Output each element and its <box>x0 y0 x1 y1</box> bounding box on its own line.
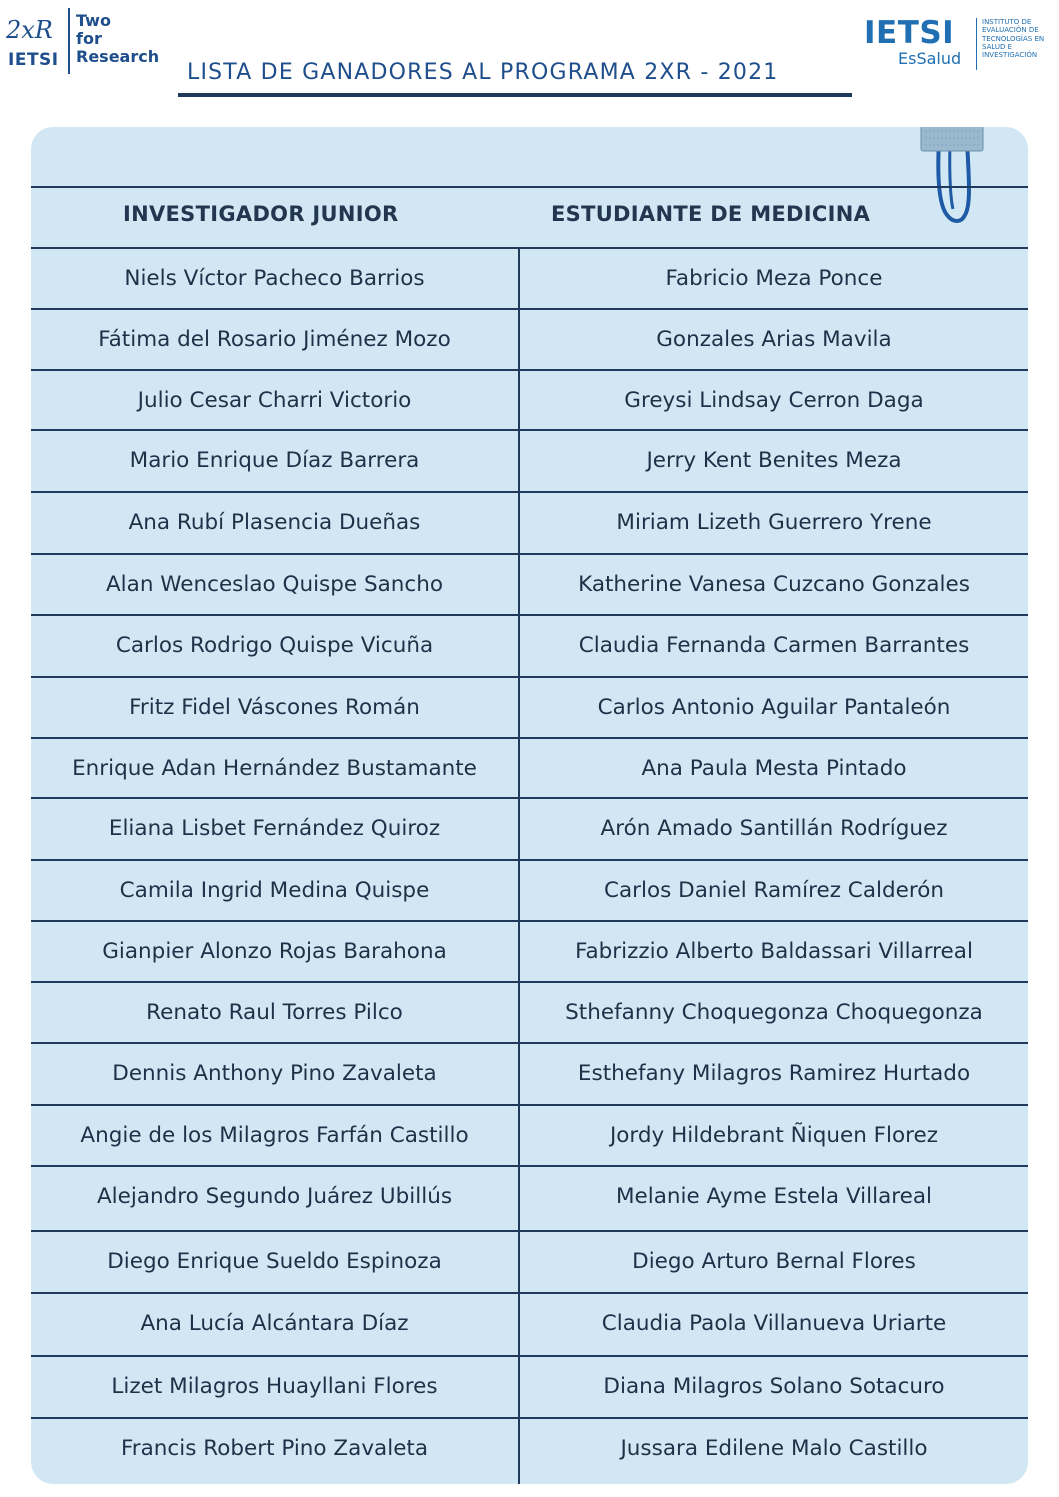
cell-investigador-junior: Carlos Rodrigo Quispe Vicuña <box>115 633 434 658</box>
cell-investigador-junior: Alan Wenceslao Quispe Sancho <box>105 572 444 597</box>
cell-investigador-junior: Fátima del Rosario Jiménez Mozo <box>98 327 451 352</box>
cell-investigador-junior: Niels Víctor Pacheco Barrios <box>124 266 425 291</box>
cell-estudiante-medicina: Sthefanny Choquegonza Choquegonza <box>565 1000 983 1025</box>
logo-tagline-line: Research <box>76 47 160 66</box>
logo-tagline-line: Two <box>76 11 111 30</box>
cell-estudiante-medicina: Jordy Hildebrant Ñiquen Florez <box>609 1123 939 1148</box>
column-header-estudiante-medicina: ESTUDIANTE DE MEDICINA <box>551 202 871 226</box>
binder-clip-icon <box>917 127 987 239</box>
logo-essalud-name: EsSalud <box>898 49 962 68</box>
cell-estudiante-medicina: Katherine Vanesa Cuzcano Gonzales <box>578 572 970 597</box>
logo-tagline <box>76 12 159 66</box>
cell-investigador-junior: Ana Lucía Alcántara Díaz <box>140 1311 409 1336</box>
logo-ietsi-text: IETSI <box>8 50 59 70</box>
cell-investigador-junior: Angie de los Milagros Farfán Castillo <box>80 1123 469 1148</box>
column-header-investigador-junior: INVESTIGADOR JUNIOR <box>123 202 399 226</box>
cell-estudiante-medicina: Diana Milagros Solano Sotacuro <box>603 1374 945 1399</box>
row-divider <box>31 186 1028 188</box>
cell-estudiante-medicina: Fabricio Meza Ponce <box>665 266 883 291</box>
title-underline <box>178 93 852 97</box>
cell-estudiante-medicina: Fabrizzio Alberto Baldassari Villarreal <box>575 939 973 964</box>
cell-investigador-junior: Renato Raul Torres Pilco <box>146 1000 403 1025</box>
logo-institute-line: TECNOLOGÍAS EN <box>982 34 1045 43</box>
cell-investigador-junior: Francis Robert Pino Zavaleta <box>120 1436 429 1461</box>
cell-investigador-junior: Fritz Fidel Váscones Román <box>129 695 420 720</box>
cell-investigador-junior: Mario Enrique Díaz Barrera <box>129 448 420 473</box>
logo-institute-line: INSTITUTO DE <box>982 18 1032 26</box>
logo-divider <box>976 18 977 70</box>
cell-estudiante-medicina: Carlos Antonio Aguilar Pantaleón <box>597 695 951 720</box>
cell-estudiante-medicina: Miriam Lizeth Guerrero Yrene <box>616 510 932 535</box>
logo-divider <box>68 8 70 74</box>
cell-estudiante-medicina: Jussara Edilene Malo Castillo <box>620 1436 928 1461</box>
cell-estudiante-medicina: Gonzales Arias Mavila <box>656 327 892 352</box>
cell-investigador-junior: Dennis Anthony Pino Zavaleta <box>112 1061 437 1086</box>
cell-estudiante-medicina: Greysi Lindsay Cerron Daga <box>624 388 924 413</box>
cell-estudiante-medicina: Claudia Paola Villanueva Uriarte <box>601 1311 947 1336</box>
cell-investigador-junior: Alejandro Segundo Juárez Ubillús <box>96 1184 453 1209</box>
cell-estudiante-medicina: Carlos Daniel Ramírez Calderón <box>603 878 944 903</box>
logo-institute-text <box>982 18 1044 59</box>
cell-investigador-junior: Camila Ingrid Medina Quispe <box>119 878 430 903</box>
cell-investigador-junior: Diego Enrique Sueldo Espinoza <box>107 1249 442 1274</box>
cell-investigador-junior: Gianpier Alonzo Rojas Barahona <box>102 939 447 964</box>
cell-estudiante-medicina: Esthefany Milagros Ramirez Hurtado <box>577 1061 971 1086</box>
cell-investigador-junior: Ana Rubí Plasencia Dueñas <box>128 510 421 535</box>
logo-institute-line: EVALUACIÓN DE <box>982 26 1039 35</box>
cell-estudiante-medicina: Diego Arturo Bernal Flores <box>632 1249 916 1274</box>
cell-estudiante-medicina: Arón Amado Santillán Rodríguez <box>600 816 948 841</box>
cell-investigador-junior: Lizet Milagros Huayllani Flores <box>111 1374 438 1399</box>
cell-investigador-junior: Eliana Lisbet Fernández Quiroz <box>108 816 441 841</box>
two-for-research-logo <box>4 6 164 72</box>
cell-estudiante-medicina: Claudia Fernanda Carmen Barrantes <box>578 633 970 658</box>
cell-investigador-junior: Julio Cesar Charri Victorio <box>137 388 412 413</box>
page-title: LISTA DE GANADORES AL PROGRAMA 2XR - 2021 <box>187 60 779 85</box>
ietsi-essalud-logo <box>862 14 1056 76</box>
logo-institute-line: SALUD E <box>982 42 1013 51</box>
logo-2xr-mark: 2xR <box>6 16 53 44</box>
winners-table-card <box>31 127 1028 1484</box>
logo-institute-line: INVESTIGACIÓN <box>982 51 1038 60</box>
cell-estudiante-medicina: Jerry Kent Benites Meza <box>646 448 902 473</box>
logo-tagline-line: for <box>76 29 102 48</box>
cell-investigador-junior: Enrique Adan Hernández Bustamante <box>72 756 477 781</box>
cell-estudiante-medicina: Ana Paula Mesta Pintado <box>641 756 907 781</box>
cell-estudiante-medicina: Melanie Ayme Estela Villareal <box>615 1184 933 1209</box>
logo-ietsi-name: IETSI <box>864 15 955 51</box>
